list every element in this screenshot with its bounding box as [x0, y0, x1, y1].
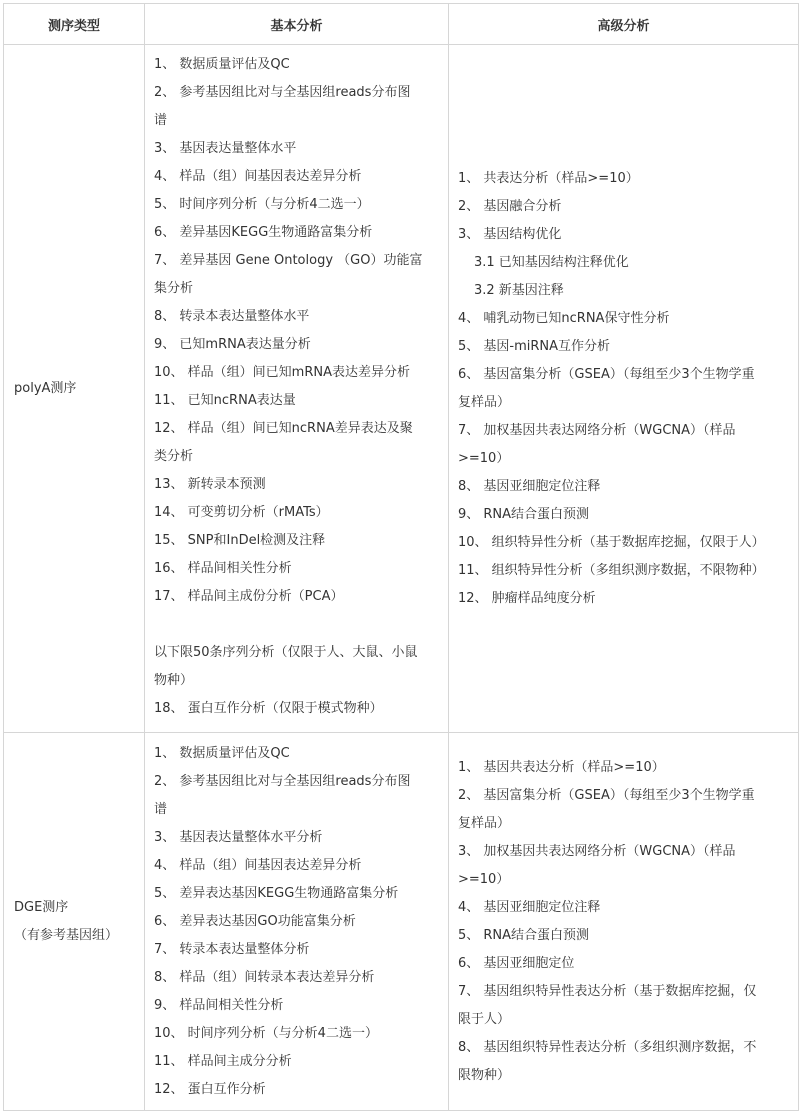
- basic-analysis-cell: [145, 733, 449, 1111]
- basic-analysis-item: 2、 参考基因组比对与全基因组reads分布图: [154, 773, 411, 789]
- basic-analysis-item: 18、 蛋白互作分析（仅限于模式物种）: [154, 701, 383, 716]
- advanced-analysis-item: 3、 基因结构优化: [458, 226, 562, 242]
- advanced-analysis-item: 2、 基因富集分析（GSEA）（每组至少3个生物学重: [458, 787, 755, 803]
- basic-analysis-item: 7、 转录本表达量整体分析: [154, 941, 310, 957]
- table-row-dge: [4, 733, 799, 1111]
- basic-analysis-item: 5、 时间序列分析（与分析4二选一）: [154, 197, 370, 212]
- advanced-analysis-item: 7、 基因组织特异性表达分析（基于数据库挖掘，仅: [458, 983, 757, 999]
- basic-analysis-item: 8、 转录本表达量整体水平: [154, 309, 310, 324]
- advanced-analysis-item: 6、 基因亚细胞定位: [458, 955, 575, 971]
- advanced-analysis-item: 8、 基因亚细胞定位注释: [458, 478, 601, 494]
- advanced-analysis-item: 2、 基因融合分析: [458, 198, 562, 214]
- basic-analysis-item: 8、 样品（组）间转录本表达差异分析: [154, 969, 375, 985]
- table-row-polya: [4, 45, 799, 733]
- basic-analysis-item: 3、 基因表达量整体水平: [154, 141, 297, 156]
- basic-analysis-item: 12、 样品（组）间已知ncRNA差异表达及聚: [154, 421, 413, 436]
- basic-analysis-list: [145, 45, 448, 723]
- header-advanced-analysis: 高级分析: [449, 4, 799, 45]
- sequencing-type-cell: [4, 733, 145, 1111]
- basic-analysis-item: 谱: [154, 801, 168, 817]
- basic-analysis-item: 类分析: [154, 449, 194, 464]
- advanced-analysis-item: 7、 加权基因共表达网络分析（WGCNA）（样品: [458, 422, 736, 438]
- advanced-analysis-list: [449, 165, 798, 613]
- basic-analysis-item: 12、 蛋白互作分析: [154, 1081, 266, 1097]
- advanced-analysis-list: [449, 754, 798, 1090]
- basic-analysis-item: 以下限50条序列分析（仅限于人、大鼠、小鼠: [154, 645, 418, 660]
- sequencing-type-cell: [4, 45, 145, 733]
- basic-analysis-cell: [145, 45, 449, 733]
- advanced-analysis-item: 8、 基因组织特异性表达分析（多组织测序数据，不: [458, 1039, 757, 1055]
- advanced-analysis-item: 5、 基因-miRNA互作分析: [458, 338, 611, 354]
- advanced-analysis-item: 5、 RNA结合蛋白预测: [458, 927, 590, 943]
- basic-analysis-item: 3、 基因表达量整体水平分析: [154, 829, 323, 845]
- header-sequencing-type: 测序类型: [4, 4, 145, 45]
- advanced-analysis-item: >=10）: [458, 450, 510, 466]
- sequencing-type-label: DGE测序: [14, 899, 69, 915]
- basic-analysis-item: 15、 SNP和InDel检测及注释: [154, 533, 326, 548]
- advanced-analysis-item: 9、 RNA结合蛋白预测: [458, 506, 590, 522]
- basic-analysis-item: 11、 样品间主成分分析: [154, 1053, 292, 1069]
- basic-analysis-item: 谱: [154, 113, 168, 128]
- advanced-analysis-item: 11、 组织特异性分析（多组织测序数据，不限物种）: [458, 562, 765, 578]
- advanced-analysis-item: 4、 基因亚细胞定位注释: [458, 899, 601, 915]
- basic-analysis-item: 6、 差异表达基因GO功能富集分析: [154, 913, 356, 929]
- basic-analysis-item: 集分析: [154, 281, 194, 296]
- advanced-analysis-item: 1、 基因共表达分析（样品>=10）: [458, 759, 665, 775]
- advanced-analysis-item: 4、 哺乳动物已知ncRNA保守性分析: [458, 310, 670, 326]
- advanced-analysis-item: 复样品）: [458, 394, 511, 410]
- basic-analysis-item: 2、 参考基因组比对与全基因组reads分布图: [154, 85, 411, 100]
- advanced-analysis-item: 1、 共表达分析（样品>=10）: [458, 170, 639, 186]
- advanced-analysis-item: 10、 组织特异性分析（基于数据库挖掘，仅限于人）: [458, 534, 765, 550]
- basic-analysis-item: 11、 已知ncRNA表达量: [154, 393, 296, 408]
- basic-analysis-item: 17、 样品间主成份分析（PCA）: [154, 589, 344, 604]
- basic-analysis-item: 1、 数据质量评估及QC: [154, 745, 290, 761]
- basic-analysis-item: 4、 样品（组）间基因表达差异分析: [154, 169, 362, 184]
- type-lines: [14, 894, 144, 950]
- analysis-table: [3, 3, 799, 1111]
- basic-analysis-item: 16、 样品间相关性分析: [154, 561, 292, 576]
- basic-analysis-item: 5、 差异表达基因KEGG生物通路富集分析: [154, 885, 399, 901]
- advanced-analysis-item: >=10）: [458, 871, 510, 887]
- basic-analysis-item: 13、 新转录本预测: [154, 477, 266, 492]
- advanced-analysis-item: 6、 基因富集分析（GSEA）（每组至少3个生物学重: [458, 366, 755, 382]
- advanced-analysis-item: 复样品）: [458, 815, 511, 831]
- header-row: [4, 4, 799, 45]
- basic-analysis-item: 4、 样品（组）间基因表达差异分析: [154, 857, 362, 873]
- advanced-analysis-item: 3、 加权基因共表达网络分析（WGCNA）（样品: [458, 843, 736, 859]
- basic-analysis-item: 10、 时间序列分析（与分析4二选一）: [154, 1025, 378, 1041]
- basic-analysis-item: [154, 611, 442, 639]
- advanced-analysis-item: 3.1 已知基因结构注释优化: [474, 254, 629, 270]
- advanced-analysis-cell: [449, 45, 799, 733]
- advanced-analysis-item: 3.2 新基因注释: [474, 282, 564, 298]
- sequencing-type-label: polyA测序: [14, 380, 77, 396]
- advanced-analysis-item: 限于人）: [458, 1011, 511, 1027]
- advanced-analysis-item: 限物种）: [458, 1067, 511, 1083]
- basic-analysis-item: 9、 已知mRNA表达量分析: [154, 337, 311, 352]
- basic-analysis-item: 物种）: [154, 673, 194, 688]
- basic-analysis-item: 10、 样品（组）间已知mRNA表达差异分析: [154, 365, 410, 380]
- basic-analysis-item: 9、 样品间相关性分析: [154, 997, 284, 1013]
- basic-analysis-item: 1、 数据质量评估及QC: [154, 57, 290, 72]
- basic-analysis-item: 6、 差异基因KEGG生物通路富集分析: [154, 225, 373, 240]
- basic-analysis-list: [145, 740, 448, 1104]
- sequencing-type-label: （有参考基因组）: [14, 927, 119, 943]
- basic-analysis-item: 7、 差异基因 Gene Ontology （GO）功能富: [154, 253, 423, 268]
- header-basic-analysis: 基本分析: [145, 4, 449, 45]
- advanced-analysis-cell: [449, 733, 799, 1111]
- basic-analysis-item: 14、 可变剪切分析（rMATs）: [154, 505, 329, 520]
- type-lines: [14, 375, 144, 403]
- advanced-analysis-item: 12、 肿瘤样品纯度分析: [458, 590, 596, 606]
